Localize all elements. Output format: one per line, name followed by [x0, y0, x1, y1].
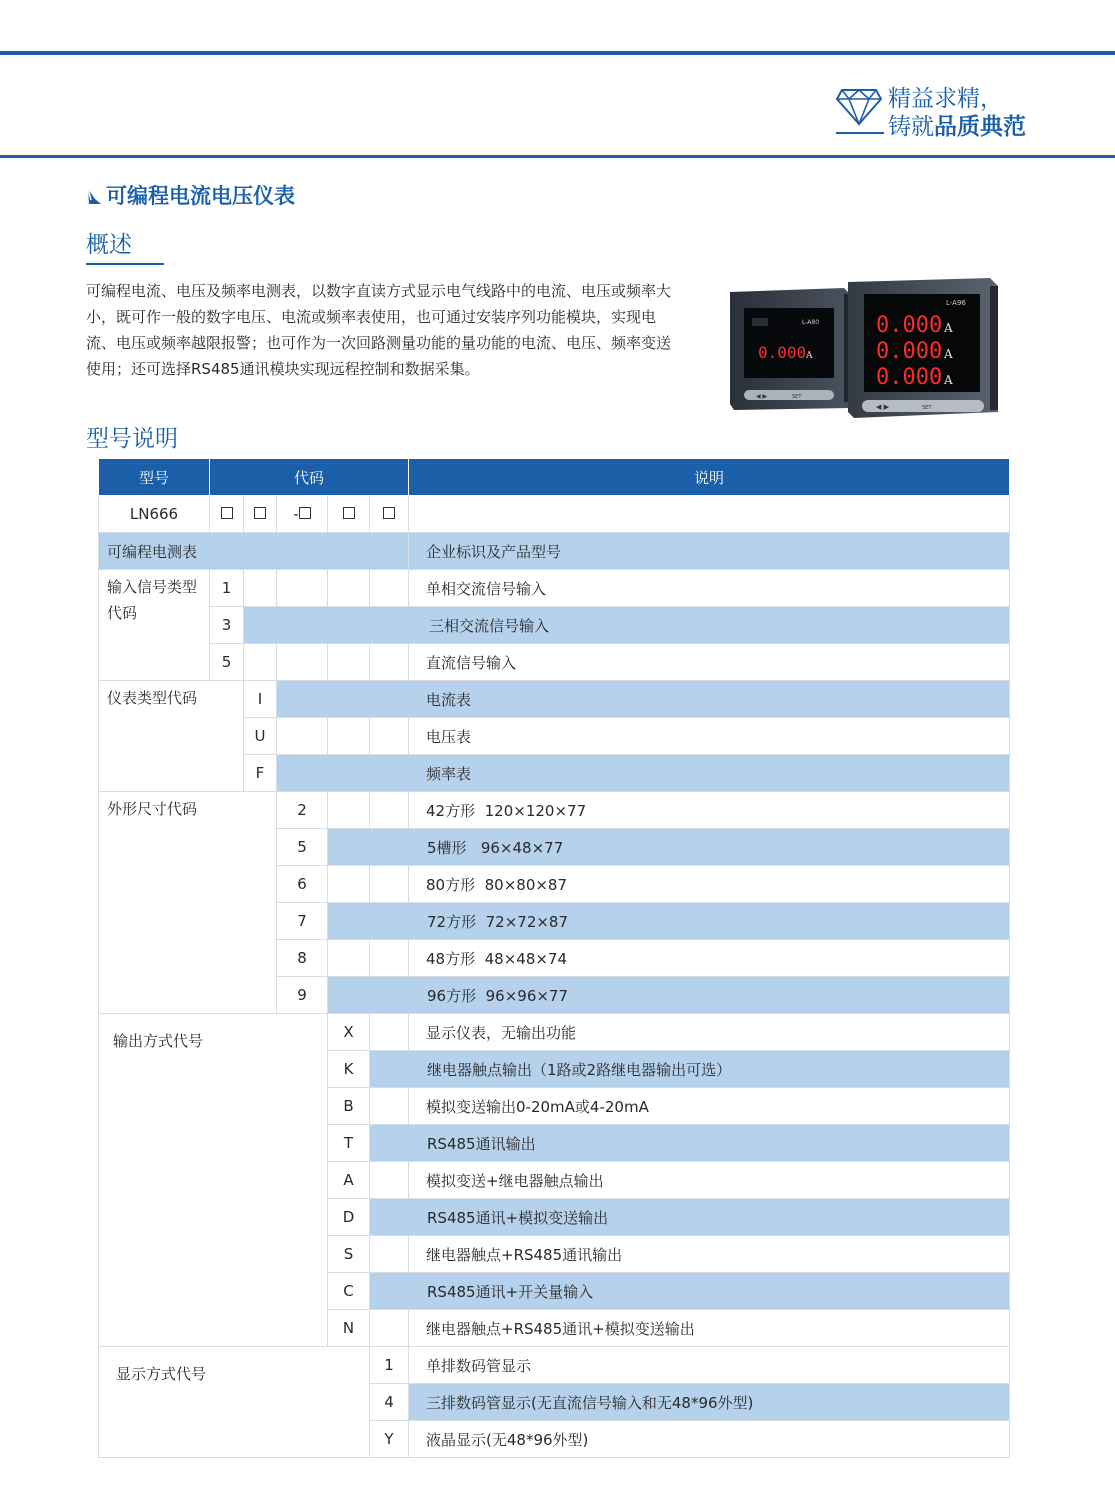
- svg-text:L-A96: L-A96: [946, 299, 966, 307]
- code-box: [299, 507, 311, 519]
- code-box: [343, 507, 355, 519]
- table-row: C RS485通讯+开关量输入: [99, 1273, 1010, 1310]
- top-rule: [0, 51, 1115, 55]
- table-row: 输出方式代号 X 显示仪表，无输出功能: [99, 1014, 1010, 1051]
- meter-l-a96: [848, 278, 998, 418]
- table-row: 外形尺寸代码 2 42方形 120×120×77: [99, 792, 1010, 829]
- meter-l-a80: [730, 288, 852, 410]
- table-row: 7 72方形 72×72×87: [99, 903, 1010, 940]
- table-row: 输入信号类型代码 1 单相交流信号输入: [99, 570, 1010, 607]
- table-row: K 继电器触点输出（1路或2路继电器输出可选）: [99, 1051, 1010, 1088]
- table-row: N 继电器触点+RS485通讯+模拟变送输出: [99, 1310, 1010, 1347]
- overview-heading: 概述: [86, 226, 132, 259]
- header-desc: 说明: [409, 459, 1010, 496]
- slogan-line-1: 精益求精，: [888, 86, 1003, 112]
- product-photo: [722, 272, 1002, 422]
- row-label: 输出方式代号: [99, 1014, 328, 1347]
- table-row: 9 96方形 96×96×77: [99, 977, 1010, 1014]
- page-title: [86, 180, 295, 210]
- svg-text:A: A: [944, 373, 953, 387]
- svg-text:0.000: 0.000: [876, 339, 943, 364]
- table-row: Y 液晶显示(无48*96外型): [99, 1421, 1010, 1458]
- header-rule: [0, 155, 1115, 158]
- model-table: [98, 458, 1010, 1458]
- table-row: 3 三相交流信号输入: [99, 607, 1010, 644]
- table-row: S 继电器触点+RS485通讯输出: [99, 1236, 1010, 1273]
- row-label: 输入信号类型代码: [99, 570, 210, 681]
- table-row: 5 直流信号输入: [99, 644, 1010, 681]
- svg-text:SET: SET: [922, 405, 932, 411]
- table-row: 5 5槽形 96×48×77: [99, 829, 1010, 866]
- table-row: 仪表类型代码 I 电流表: [99, 681, 1010, 718]
- header-model: 型号: [99, 459, 210, 496]
- row-label: 外形尺寸代码: [99, 792, 277, 1014]
- header-code: 代码: [210, 459, 409, 496]
- slogan: [836, 78, 1056, 138]
- row-label: 可编程电测表: [99, 533, 409, 570]
- model-cell: LN666: [99, 496, 210, 533]
- code-box: [254, 507, 266, 519]
- table-row: F 频率表: [99, 755, 1010, 792]
- table-row: 显示方式代号 1 单排数码管显示: [99, 1347, 1010, 1384]
- svg-text:A: A: [944, 321, 953, 335]
- row-label: 仪表类型代码: [99, 681, 244, 792]
- slogan-underline: [836, 132, 884, 134]
- code-box: [383, 507, 395, 519]
- diamond-icon: [836, 82, 882, 128]
- table-row: B 模拟变送输出0-20mA或4-20mA: [99, 1088, 1010, 1125]
- svg-text:A: A: [806, 351, 813, 361]
- page-title-text: 可编程电流电压仪表: [106, 184, 295, 208]
- svg-text:0.000: 0.000: [876, 313, 943, 338]
- svg-text:0.000: 0.000: [758, 343, 807, 362]
- svg-text:◀ ▶: ◀ ▶: [876, 403, 889, 411]
- table-row: 4 三排数码管显示(无直流信号输入和无48*96外型): [99, 1384, 1010, 1421]
- overview-text: 可编程电流、电压及频率电测表，以数字直读方式显示电气线路中的电流、电压或频率大 小，既可作一般的数字电压、电流或频率表使用，也可通过安装序列功能模块，实现电 流、电压或频率越限报警；也可作为一次回路测量功能的量功能的电流、电压、频率变送 使用；还可选择RS485通讯模块实现远程控制和数据采集。: [86, 282, 672, 378]
- title-bullet-icon: [86, 188, 102, 206]
- svg-text:◀ ▶: ◀ ▶: [756, 393, 768, 400]
- table-row: 6 80方形 80×80×87: [99, 866, 1010, 903]
- table-row: 8 48方形 48×48×74: [99, 940, 1010, 977]
- table-row: LN666 -: [99, 496, 1010, 533]
- table-row: U 电压表: [99, 718, 1010, 755]
- code-box: [221, 507, 233, 519]
- svg-text:L-A80: L-A80: [802, 319, 820, 326]
- svg-text:A: A: [944, 347, 953, 361]
- table-header: [99, 459, 1010, 496]
- row-label: 显示方式代号: [99, 1347, 370, 1458]
- slogan-line-2: 铸就品质典范: [888, 114, 1026, 140]
- table-row: T RS485通讯输出: [99, 1125, 1010, 1162]
- svg-text:SET: SET: [792, 394, 802, 400]
- table-row: [99, 533, 1010, 570]
- table-row: A 模拟变送+继电器触点输出: [99, 1162, 1010, 1199]
- svg-text:0.000: 0.000: [876, 365, 943, 390]
- table-row: D RS485通讯+模拟变送输出: [99, 1199, 1010, 1236]
- model-heading: 型号说明: [86, 426, 178, 452]
- row-desc: 企业标识及产品型号: [409, 533, 1010, 570]
